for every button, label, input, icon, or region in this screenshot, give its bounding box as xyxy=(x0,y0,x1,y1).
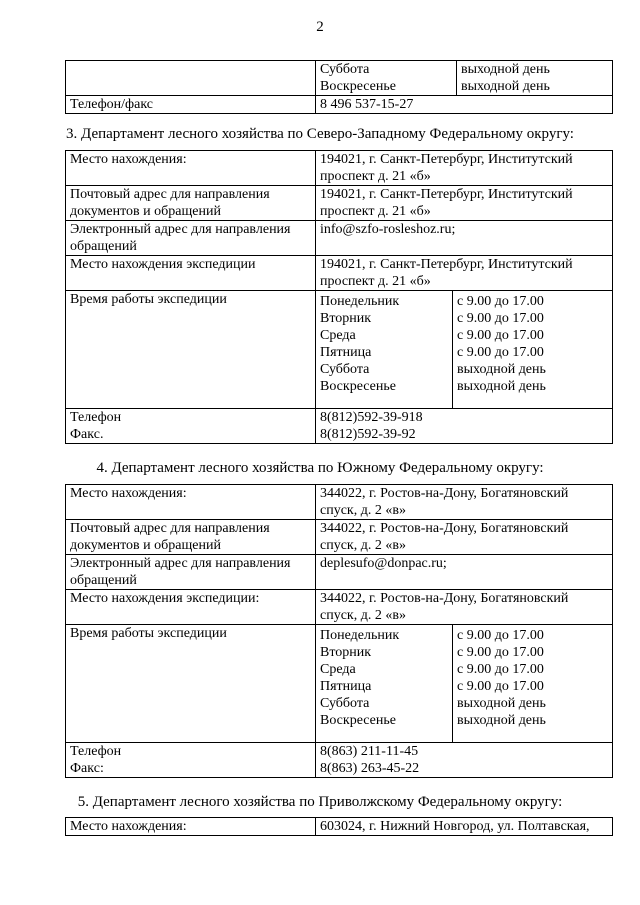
table-row xyxy=(66,291,613,409)
postal-value: 194021, г. Санкт-Петербург, Институтский xyxy=(320,187,573,202)
hours-label: с 9.00 до 17.00 xyxy=(457,662,544,677)
postal-value: проспект д. 21 «б» xyxy=(320,204,431,219)
location-value: 194021, г. Санкт-Петербург, Институтский xyxy=(320,152,573,167)
table-row xyxy=(66,186,613,221)
day-label: Среда xyxy=(320,328,356,343)
email-label: Электронный адрес для направления xyxy=(70,222,291,237)
day-label: Пятница xyxy=(320,345,372,360)
page-number: 2 xyxy=(316,19,324,35)
expedition-value: проспект д. 21 «б» xyxy=(320,274,431,289)
table-row xyxy=(66,409,613,444)
table-row xyxy=(66,818,613,836)
location-value: спуск, д. 2 «в» xyxy=(320,503,406,518)
expedition-value: 344022, г. Ростов-на-Дону, Богатяновский xyxy=(320,591,569,606)
section-heading: 3. Департамент лесного хозяйства по Северо-Западному Федеральному округу: xyxy=(66,126,574,142)
day-label: Суббота xyxy=(320,62,370,77)
hours-label: с 9.00 до 17.00 xyxy=(457,645,544,660)
phone-value: 8(863) 211-11-45 xyxy=(320,744,419,759)
hours-label: с 9.00 до 17.00 xyxy=(457,294,544,309)
day-label: Вторник xyxy=(320,645,372,660)
hours-label: выходной день xyxy=(457,379,546,394)
section-table xyxy=(65,817,613,836)
day-label: Среда xyxy=(320,662,356,677)
postal-label: Почтовый адрес для направления xyxy=(70,521,270,536)
day-label: Воскресенье xyxy=(320,79,396,94)
section-heading: 5. Департамент лесного хозяйства по Приволжскому Федеральному округу: xyxy=(77,794,563,810)
section-heading: 4. Департамент лесного хозяйства по Южному Федеральному округу: xyxy=(96,460,544,476)
table-row xyxy=(66,61,613,96)
table-row xyxy=(66,555,613,590)
fax-label: Факс. xyxy=(70,427,104,442)
work-time-label: Время работы экспедиции xyxy=(66,291,316,409)
hours-label: с 9.00 до 17.00 xyxy=(457,679,544,694)
expedition-label: Место нахождения экспедиции: xyxy=(66,590,316,625)
hours-label: выходной день xyxy=(461,79,550,94)
postal-label: Почтовый адрес для направления xyxy=(70,187,270,202)
section-table xyxy=(65,150,613,444)
expedition-value: 194021, г. Санкт-Петербург, Институтский xyxy=(320,257,573,272)
day-label: Воскресенье xyxy=(320,713,396,728)
phone-label: Телефон/факс xyxy=(66,96,316,114)
postal-value: спуск, д. 2 «в» xyxy=(320,538,406,553)
day-label: Понедельник xyxy=(320,294,400,309)
day-label: Суббота xyxy=(320,696,370,711)
postal-value: 344022, г. Ростов-на-Дону, Богатяновский xyxy=(320,521,569,536)
location-value: проспект д. 21 «б» xyxy=(320,169,431,184)
table-row xyxy=(66,256,613,291)
fax-value: 8(812)592-39-92 xyxy=(320,427,416,442)
fax-label: Факс: xyxy=(70,761,104,776)
expedition-label: Место нахождения экспедиции xyxy=(66,256,316,291)
fax-value: 8(863) 263-45-22 xyxy=(320,761,420,776)
email-value: deplesufo@donpac.ru; xyxy=(316,555,613,590)
day-label: Понедельник xyxy=(320,628,400,643)
hours-label: с 9.00 до 17.00 xyxy=(457,345,544,360)
table-row xyxy=(66,485,613,520)
day-label: Пятница xyxy=(320,679,372,694)
email-label: обращений xyxy=(70,573,137,588)
table-row xyxy=(66,151,613,186)
work-time-label: Время работы экспедиции xyxy=(66,625,316,743)
section-table xyxy=(65,484,613,778)
table-row xyxy=(66,743,613,778)
day-label: Вторник xyxy=(320,311,372,326)
location-value: 344022, г. Ростов-на-Дону, Богатяновский xyxy=(320,486,569,501)
hours-label: выходной день xyxy=(457,362,546,377)
hours-label: выходной день xyxy=(457,696,546,711)
postal-label: документов и обращений xyxy=(70,204,221,219)
email-label: Электронный адрес для направления xyxy=(70,556,291,571)
table-row xyxy=(66,221,613,256)
day-label: Суббота xyxy=(320,362,370,377)
expedition-value: спуск, д. 2 «в» xyxy=(320,608,406,623)
location-label: Место нахождения: xyxy=(66,818,316,836)
table-row xyxy=(66,590,613,625)
table-row xyxy=(66,625,613,743)
day-label: Воскресенье xyxy=(320,379,396,394)
hours-label: выходной день xyxy=(461,62,550,77)
email-label: обращений xyxy=(70,239,137,254)
phone-label: Телефон xyxy=(70,410,122,425)
hours-label: с 9.00 до 17.00 xyxy=(457,328,544,343)
phone-value: 8 496 537-15-27 xyxy=(316,96,613,114)
table-row xyxy=(66,96,613,114)
table-row xyxy=(66,520,613,555)
location-label: Место нахождения: xyxy=(66,485,316,520)
location-label: Место нахождения: xyxy=(66,151,316,186)
hours-label: с 9.00 до 17.00 xyxy=(457,628,544,643)
hours-label: выходной день xyxy=(457,713,546,728)
hours-label: с 9.00 до 17.00 xyxy=(457,311,544,326)
location-value: 603024, г. Нижний Новгород, ул. Полтавская, xyxy=(316,818,613,836)
postal-label: документов и обращений xyxy=(70,538,221,553)
phone-label: Телефон xyxy=(70,744,122,759)
email-value: info@szfo-rosleshoz.ru; xyxy=(316,221,613,256)
top-table xyxy=(65,60,613,114)
phone-value: 8(812)592-39-918 xyxy=(320,410,423,425)
